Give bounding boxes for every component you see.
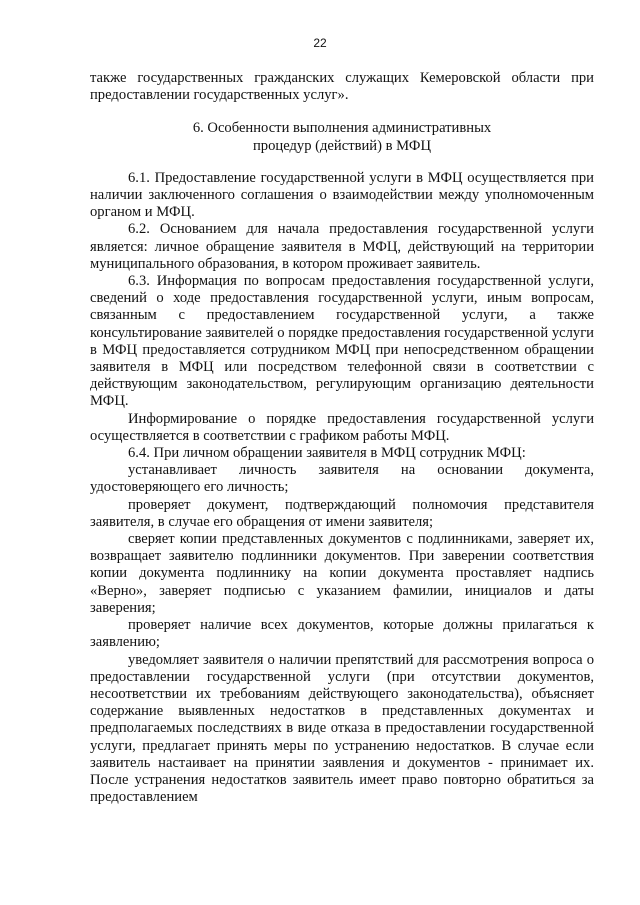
paragraph-completeness: проверяет наличие всех документов, которые должны прилагаться к заявлению; bbox=[90, 617, 594, 651]
paragraph-6-1: 6.1. Предоставление государственной услуги в МФЦ осуществляется при наличии заключенного соглашения о взаимодействии между уполномоченным органом и МФЦ. bbox=[90, 169, 594, 221]
section-heading-line-1: 6. Особенности выполнения административных bbox=[192, 120, 492, 137]
paragraph-6-4: 6.4. При личном обращении заявителя в МФЦ сотрудник МФЦ: bbox=[128, 445, 526, 462]
document-body bbox=[90, 70, 594, 806]
paragraph-6-2: 6.2. Основанием для начала предоставления государственной услуги является: личное обращение заявителя в МФЦ, действующий на территории муниципального образования, в котором проживает заявитель. bbox=[90, 221, 594, 272]
page-number: 22 bbox=[313, 36, 327, 50]
lead-paragraph: также государственных гражданских служащих Кемеровской области при предоставлении государственных услуг». bbox=[90, 70, 594, 104]
paragraph-informing: Информирование о порядке предоставления государственной услуги осуществляется в соответствии с графиком работы МФЦ. bbox=[90, 410, 594, 444]
paragraph-6-3: 6.3. Информация по вопросам предоставления государственной услуги, сведений о ходе предоставления государственной услуги, иным вопросам, связанным с предоставлением государственной услуги, а также консультирование заявителей о порядке предоставления государственной услуги в МФЦ предоставляется сотрудником МФЦ при непосредственном обращении заявителя в МФЦ или посредством телефонной связи в соответствии с действующим законодательством, регулирующим организацию деятельности МФЦ. bbox=[90, 273, 594, 410]
paragraph-identity: устанавливает личность заявителя на основании документа, удостоверяющего его личность; bbox=[90, 462, 594, 496]
section-heading bbox=[90, 120, 594, 154]
paragraph-authority: проверяет документ, подтверждающий полномочия представителя заявителя, в случае его обращения от имени заявителя; bbox=[90, 496, 594, 530]
paragraph-obstacles: уведомляет заявителя о наличии препятствий для рассмотрения вопроса о предоставлении государственной услуги (при отсутствии документов, несоответствии их требованиям действующего законодательства), объясняет содержание выявленных недостатков в представленных документах и предполагаемых последствиях в виде отказа в предоставлении государственной услуги, предлагает принять меры по устранению недостатков. В случае если заявитель настаивает на принятии заявления и документов - принимает их. После устранения недостатков заявитель имеет право повторно обратиться за предоставлением bbox=[90, 651, 594, 806]
paragraph-copies: сверяет копии представленных документов с подлинниками, заверяет их, возвращает заявителю подлинники документов. При заверении соответствия копии документа подлиннику на копии документа проставляет надпись «Верно», заверяет подписью с указанием фамилии, инициалов и даты заверения; bbox=[90, 531, 594, 616]
section-heading-line-2: процедур (действий) в МФЦ bbox=[252, 137, 431, 154]
